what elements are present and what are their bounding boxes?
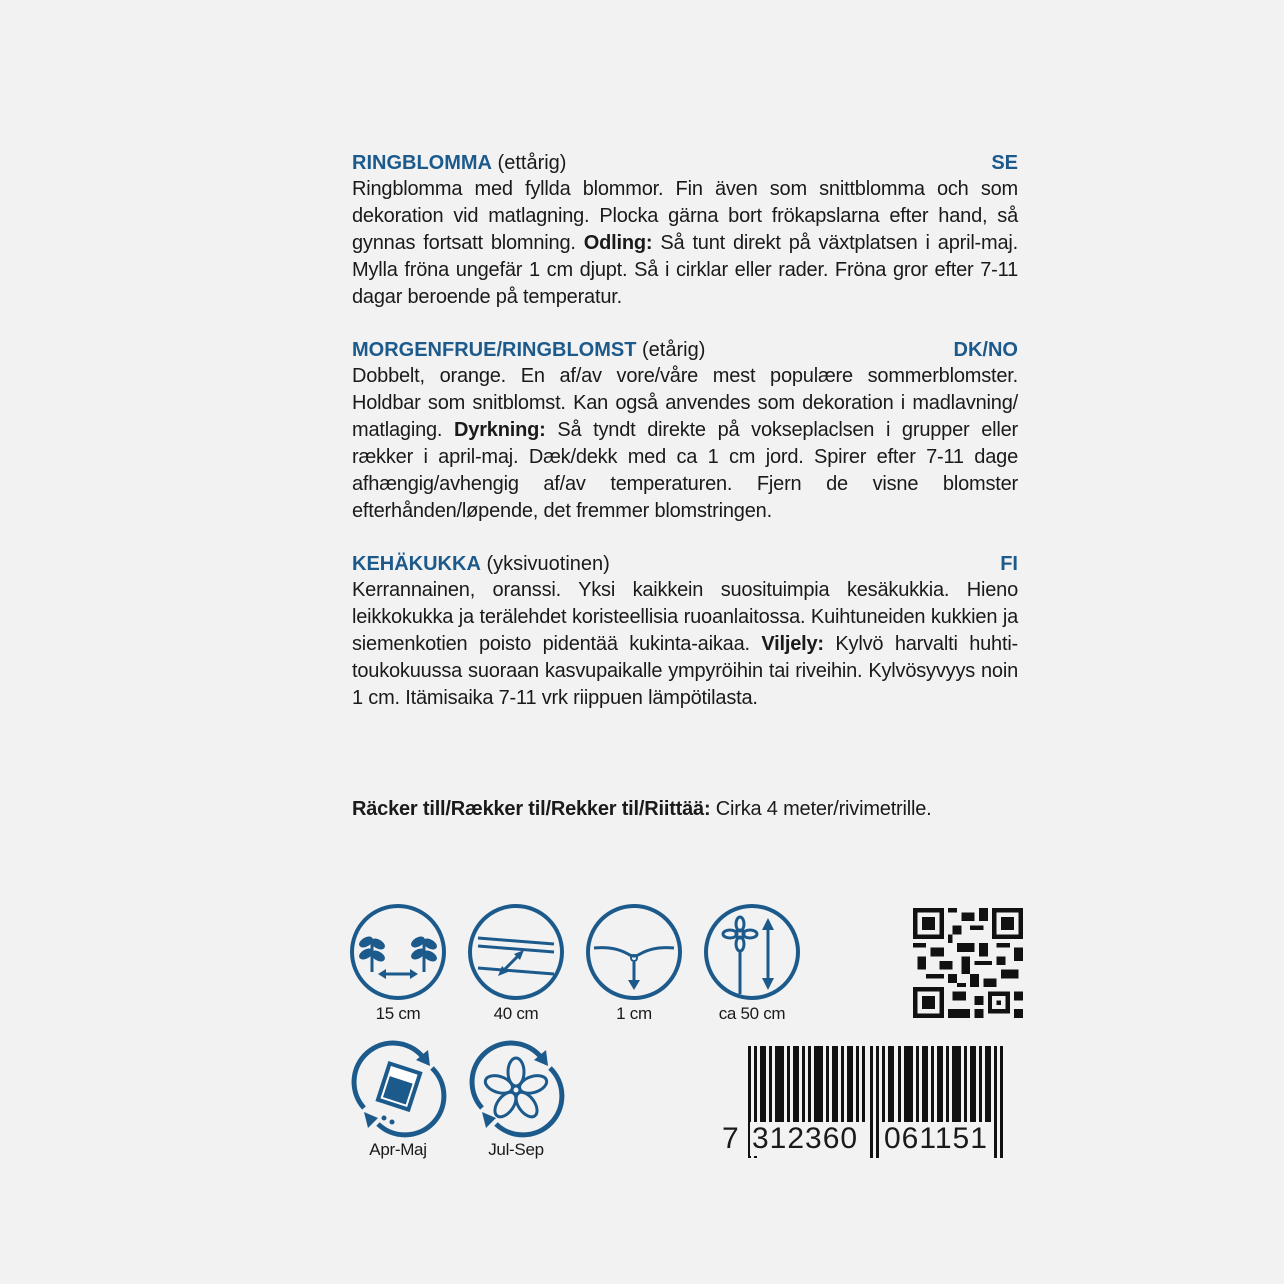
section-bold-label: Viljely: [761, 633, 824, 655]
plant-spacing-tile [348, 902, 448, 1024]
sowing-time-tile [348, 1038, 448, 1160]
flower-icon [466, 1038, 566, 1138]
height-tile [702, 902, 802, 1024]
barcode-digit-lead: 7 [722, 1122, 740, 1155]
section-header [352, 337, 1018, 363]
barcode-digits-right: 061151 [884, 1122, 988, 1155]
section-header [352, 551, 1018, 577]
section-subtitle: (yksivuotinen) [486, 553, 610, 575]
plant-spacing-label: 15 cm [375, 1004, 421, 1023]
row-spacing-tile [466, 902, 566, 1024]
row-spacing-label: 40 cm [493, 1004, 539, 1023]
section-title: KEHÄKUKKA [352, 553, 481, 575]
row-spacing-icon [466, 902, 566, 1002]
sowing-time-label: Apr-Maj [369, 1140, 427, 1159]
language-code: SE [991, 152, 1018, 174]
barcode-digits-left: 312360 [752, 1122, 859, 1155]
seed-packet-icon [348, 1038, 448, 1138]
flowering-time-label: Jul-Sep [488, 1140, 544, 1159]
section-body: Kerrannainen, oranssi. Yksi kaikkein suosituimpia kesäkukkia. Hieno leikkokukka ja terälehdet koristeellisia ruoanlaitossa. Kuihtuneiden kukkien ja siemenkotien poisto pidentää kukinta-aikaa. Viljely: Kylvö harvalti huhti-toukokuussa suoraan kasvupaikalle ympyröihin tai riveihin. Kylvösyvyys noin 1 cm. Itämisaika 7-11 vrk riippuen lämpötilasta. [352, 579, 1019, 709]
sowing-depth-tile [584, 902, 684, 1024]
section-bold-label: Odling: [583, 232, 653, 254]
section-title: MORGENFRUE/RINGBLOMST [352, 339, 637, 361]
section-fi [352, 551, 1018, 712]
qr-code [913, 908, 1023, 1018]
description-block [352, 150, 1018, 738]
coverage-line [352, 796, 932, 822]
sowing-depth-label: 1 cm [616, 1004, 652, 1023]
section-body: Ringblomma med fyllda blommor. Fin även som snittblomma och som dekoration vid matlagning. Plocka gärna bort frökapslarna efter hand, så gynnas fortsatt blomning. Odling: Så tunt direkt på växtplatsen i april-maj. Mylla fröna ungefär 1 cm djupt. Så i cirklar eller rader. Fröna gror efter 7-11 dagar beroende på temperatur. [352, 178, 1019, 308]
language-code: DK/NO [953, 339, 1018, 361]
section-subtitle: (etårig) [642, 339, 706, 361]
section-body: Dobbelt, orange. En af/av vore/våre mest populære sommerblomster. Holdbar som snitblomst. Kan også anvendes som dekoration i madlavning/ matlaging. Dyrkning: Så tyndt direkte på vokseplaclsen i grupper eller rækker i april-maj. Dæk/dekk med ca 1 cm jord. Spirer efter 7-11 dage afhængig/avhengig af/av temperaturen. Fjern de visne blomster efterhånden/løpende, det fremmer blomstringen. [352, 365, 1019, 522]
sowing-depth-icon [584, 902, 684, 1002]
coverage-label: Räcker till/Rækker til/Rekker til/Riittää: [352, 798, 711, 820]
height-icon [702, 902, 802, 1002]
section-se [352, 150, 1018, 311]
flowering-time-tile [466, 1038, 566, 1160]
section-dk-no [352, 337, 1018, 525]
plant-spacing-icon [348, 902, 448, 1002]
section-header [352, 150, 1018, 176]
height-label: ca 50 cm [718, 1004, 786, 1023]
language-code: FI [1000, 553, 1018, 575]
section-subtitle: (ettårig) [497, 152, 567, 174]
section-bold-label: Dyrkning: [454, 419, 546, 441]
section-title: RINGBLOMMA [352, 152, 492, 174]
coverage-value: Cirka 4 meter/rivimetrille. [715, 798, 932, 820]
